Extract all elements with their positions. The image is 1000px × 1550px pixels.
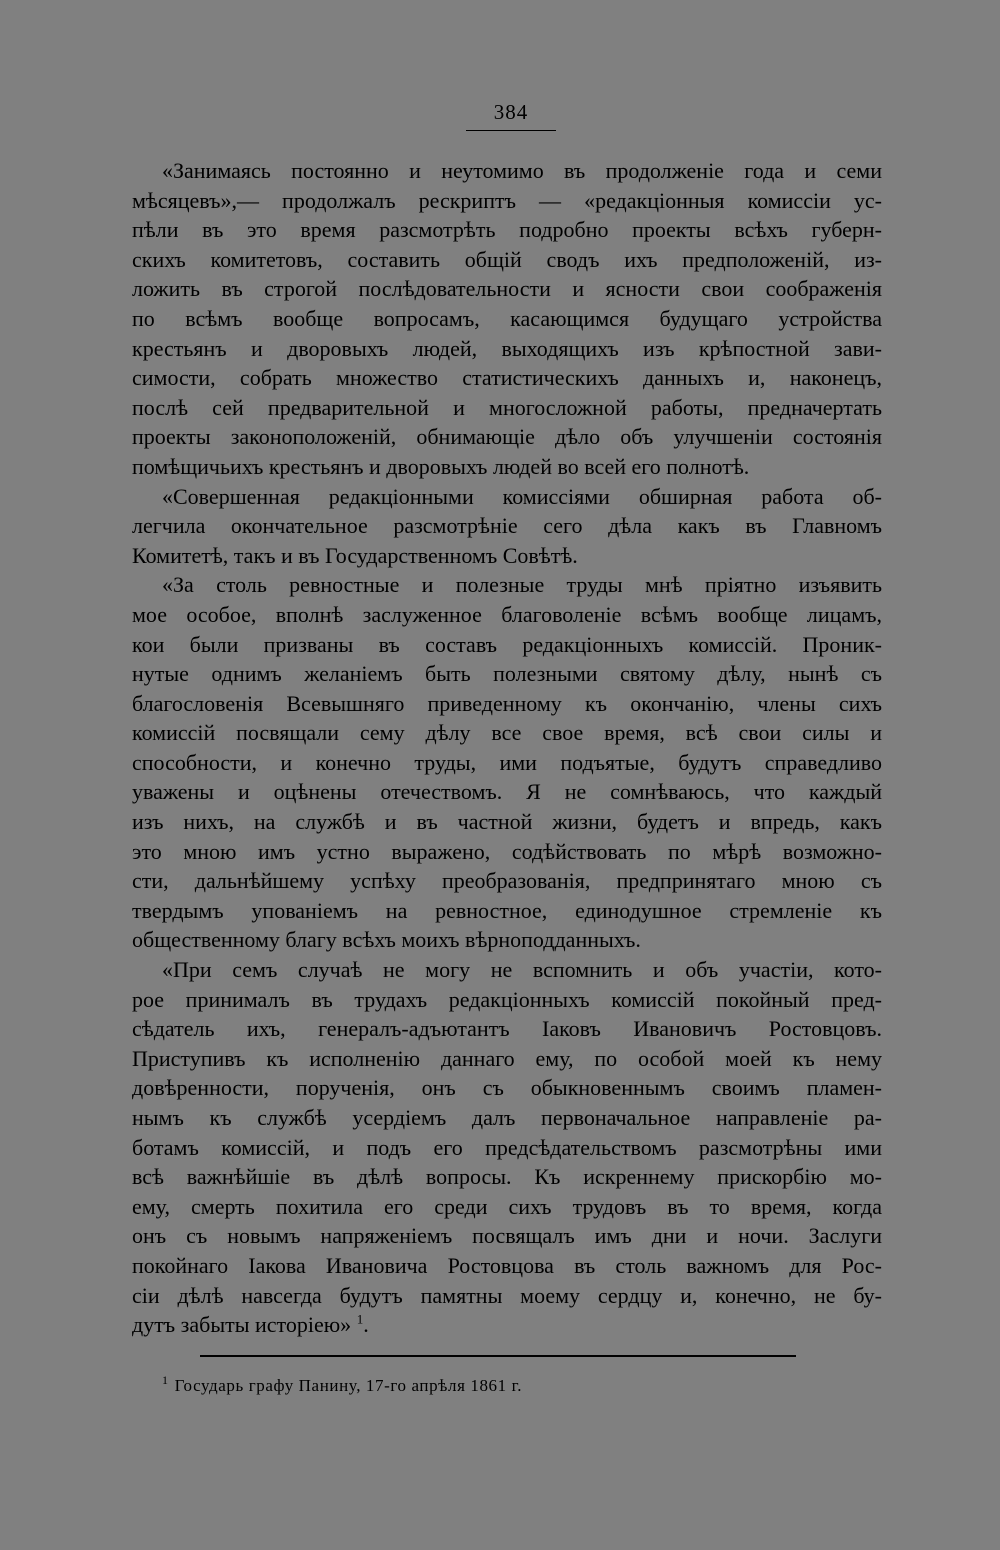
text-line (132, 1310, 882, 1340)
footnote-reference[interactable]: 1 (356, 1311, 364, 1327)
text-line: крестьянъ и дворовыхъ людей, выходящихъ изъ крѣпостной зави- (132, 335, 882, 361)
text-line: Приступивъ къ исполненію даннаго ему, по особой моей къ нему (132, 1045, 882, 1071)
text-line: уважены и оцѣнены отечествомъ. Я не сомнѣваюсь, что каждый (132, 779, 882, 805)
text-line: помѣщичьихъ крестьянъ и дворовыхъ людей во всей его полнотѣ. (132, 453, 750, 479)
page-number: 384 (493, 100, 529, 124)
footnote-mark: 1 (162, 1373, 169, 1388)
paragraph (132, 156, 882, 482)
text-line: «Совершенная редакціонными комиссіями обширная работа об- (162, 483, 882, 509)
text-line: «За столь ревностные и полезные труды мнѣ пріятно изъявить (162, 572, 882, 598)
text-line: изъ нихъ, на службѣ и въ частной жизни, будетъ и впредь, какъ (132, 809, 882, 835)
footnote (162, 1373, 523, 1396)
text-line: кои были призваны въ составъ редакціонныхъ комиссій. Проник- (132, 631, 882, 657)
text-line: сти, дальнѣйшему успѣху преобразованія, предпринятаго мною съ (132, 868, 882, 894)
paragraph (132, 570, 882, 955)
text-line: мое особое, вполнѣ заслуженное благоволеніе всѣмъ вообще лицамъ, (132, 601, 882, 627)
text-line: симости, собрать множество статистическихъ данныхъ и, наконецъ, (132, 365, 882, 391)
closing-punctuation: . (363, 1312, 369, 1338)
text-line: по всѣмъ вообще вопросамъ, касающимся будущаго устройства (132, 305, 882, 331)
text-line: это мною имъ устно выражено, содѣйствовать по мѣрѣ возможно- (132, 838, 882, 864)
text-line: послѣ сей предварительной и многосложной работы, предначертать (132, 394, 882, 420)
footnote-text: Государь графу Панину, 17-го апрѣля 1861 г. (174, 1376, 523, 1395)
text-line: сіи дѣлѣ навсегда будутъ памятны моему сердцу и, конечно, не бу- (132, 1282, 882, 1308)
text-line: онъ съ новымъ напряженіемъ посвящалъ имъ дни и ночи. Заслуги (132, 1223, 882, 1249)
page-number-underline (466, 130, 556, 131)
paragraph (132, 482, 882, 571)
text-line: ложить въ строгой послѣдовательности и ясности свои соображенія (132, 276, 882, 302)
text-line: нутые однимъ желаніемъ быть полезными святому дѣлу, нынѣ съ (132, 661, 882, 687)
main-text (132, 156, 882, 1340)
text-line: пѣли въ это время разсмотрѣть подробно проекты всѣхъ губерн- (132, 217, 882, 243)
text-line: «Занимаясь постоянно и неутомимо въ продолженіе года и семи (162, 158, 882, 183)
footnote-separator (200, 1355, 796, 1357)
text-line: ему, смерть похитила его среди сихъ трудовъ въ то время, когда (132, 1193, 882, 1219)
text-line: проекты законоположеній, обнимающіе дѣло объ улучшеніи состоянія (132, 424, 882, 450)
text-line: общественному благу всѣхъ моихъ вѣрноподданныхъ. (132, 927, 641, 953)
text-line: благословенія Всевышняго приведенному къ окончанію, члены сихъ (132, 690, 882, 716)
text-line: легчила окончательное разсмотрѣніе сего дѣла какъ въ Главномъ (132, 513, 882, 539)
text-line: твердымъ упованіемъ на ревностное, единодушное стремленіе къ (132, 897, 882, 923)
text-line: ботамъ комиссій, и подъ его предсѣдательствомъ разсмотрѣны ими (132, 1134, 882, 1160)
text-line-content: дутъ забыты исторіею» (132, 1312, 357, 1338)
text-line: покойнаго Іакова Ивановича Ростовцова въ столь важномъ для Рос- (132, 1252, 882, 1278)
text-line: комиссій посвящали сему дѣлу все свое время, всѣ свои силы и (132, 720, 882, 746)
text-line: сѣдатель ихъ, генералъ-адъютантъ Іаковъ Ивановичъ Ростовцовъ. (132, 1016, 882, 1042)
text-line: рое принималъ въ трудахъ редакціонныхъ комиссій покойный пред- (132, 986, 882, 1012)
text-line: довѣренности, порученія, онъ съ обыкновеннымъ своимъ пламен- (132, 1075, 882, 1101)
text-line: способности, и конечно труды, ими подъятые, будутъ справедливо (132, 749, 882, 775)
text-line: мѣсяцевъ»,— продолжалъ рескриптъ — «редакціонныя комиссіи ус- (132, 187, 882, 213)
text-line: Комитетѣ, такъ и въ Государственномъ Совѣтѣ. (132, 542, 578, 568)
text-line: нымъ къ службѣ усердіемъ далъ первоначальное направленіе ра- (132, 1105, 882, 1130)
text-line: «При семъ случаѣ не могу не вспомнить и объ участіи, кото- (162, 957, 882, 983)
text-line: скихъ комитетовъ, составить общій сводъ ихъ предположеній, из- (132, 246, 882, 272)
text-line: всѣ важнѣйшіе въ дѣлѣ вопросы. Къ искреннему прискорбію мо- (132, 1164, 882, 1190)
paragraph (132, 955, 882, 1340)
